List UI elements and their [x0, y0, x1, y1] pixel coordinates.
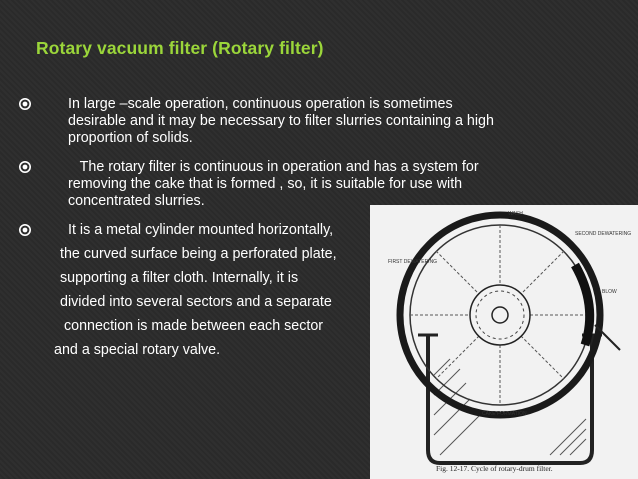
- radio-bullet-icon: [18, 97, 32, 111]
- radio-bullet-icon: [18, 160, 32, 174]
- bullet-3-line-4: divided into several sectors and a separate: [60, 294, 332, 310]
- bullet-3-line-6: and a special rotary valve.: [54, 342, 221, 358]
- bullet-2-line-3: concentrated slurries.: [68, 193, 205, 209]
- bullet-3-line-1: It is a metal cylinder mounted horizontally,: [68, 222, 334, 238]
- bullet-2-line-1: The rotary filter is continuous in operation and has a system for: [68, 159, 479, 175]
- rotary-drum-filter-figure: [370, 205, 638, 479]
- figure-caption: Fig. 12-17. Cycle of rotary-drum filter.: [436, 464, 553, 473]
- rotary-drum-diagram: [370, 205, 638, 479]
- bullet-1-line-3: proportion of solids.: [68, 130, 193, 146]
- bullet-2-line-2: removing the cake that is formed , so, it is suitable for use with: [68, 176, 463, 192]
- bullet-3-line-5: connection is made between each sector: [60, 318, 324, 334]
- slide-title: Rotary vacuum filter (Rotary filter): [36, 38, 324, 58]
- label-first-dewatering: FIRST DEWATERING: [388, 259, 438, 265]
- label-wash: WASH: [508, 211, 523, 217]
- label-blow: BLOW: [602, 289, 617, 295]
- bullet-1-line-2: desirable and it may be necessary to filter slurries containing a high: [68, 113, 494, 129]
- radio-bullet-icon: [18, 223, 32, 237]
- bullet-3-line-3: supporting a filter cloth. Internally, it is: [60, 270, 299, 286]
- label-cake-formation: CAKE FORMATION: [482, 411, 527, 417]
- bullet-1-line-1: In large –scale operation, continuous operation is sometimes: [68, 96, 453, 112]
- bullet-3-line-2: the curved surface being a perforated plate,: [60, 246, 337, 262]
- label-second-dewatering: SECOND DEWATERING: [575, 231, 632, 237]
